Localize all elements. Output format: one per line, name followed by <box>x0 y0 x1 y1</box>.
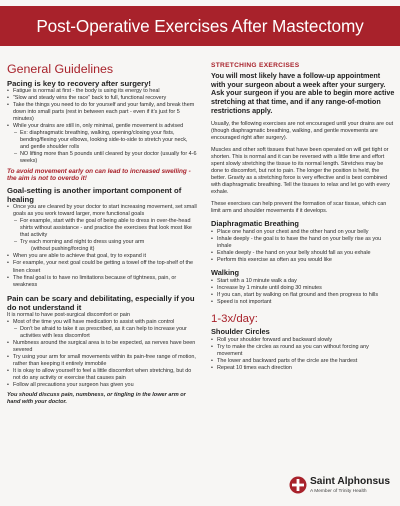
list-item: • The lower and backward parts of the circle are the hardest <box>211 358 395 365</box>
shoulder-circles-list <box>211 337 395 372</box>
title-banner <box>0 6 400 46</box>
follow-up-intro: You will most likely have a follow-up appointment with your surgeon about a week after your surgery. Ask your surgeon if you are able to begin more active stretching at that time, and if any range-of-motion restrictions apply. <box>211 71 395 115</box>
list-sub-item: – NO lifting more than 5 pounds until cleared by your doctor (usually for 4-6 weeks) <box>7 151 197 165</box>
list-item: • Increase by 1 minute until doing 30 minutes <box>211 285 395 292</box>
pain-intro: It is normal to have post-surgical discomfort or pain <box>7 311 130 318</box>
logo-name: Saint Alphonsus <box>310 476 390 487</box>
frequency-label: 1-3x/day: <box>211 312 258 325</box>
list-sub-item: – For example, start with the goal of being able to dress in over-the-head shirts without assistance - and practice the exercises that look most like that activity <box>7 218 197 239</box>
general-guidelines-heading: General Guidelines <box>7 62 114 76</box>
list-item: • While your drains are still in, only minimal, gentle movement is advised <box>7 123 197 130</box>
list-item: • It is okay to allow yourself to feel a little discomfort when stretching, but do not do any activity or exercise that causes pain <box>7 368 197 382</box>
goal-list <box>7 204 197 289</box>
scar-tissue-paragraph: These exercises can help prevent the formation of scar tissue, which can limit arm and shoulder movements if it develops. <box>211 200 387 215</box>
pacing-heading: Pacing is key to recovery after surgery! <box>7 79 151 88</box>
list-item: • Take the things you need to do for yourself and your family, and break them down into small parts (rest in between each part - even if it’s just for 5 minutes) <box>7 102 197 123</box>
saint-alphonsus-logo <box>289 474 395 498</box>
swelling-emphasis: To avoid movement early on can lead to increased swelling - the aim is not to overdo it! <box>7 167 191 183</box>
list-sub-item: – Ex: diaphragmatic breathing, walking, opening/closing your fists, bending/flexing your elbows, looking side-to-side to stretch your neck, and gentle shoulder rolls <box>7 130 197 151</box>
left-column <box>7 62 197 406</box>
list-sub-item: – Don’t be afraid to take it as prescribed, as it can help to increase your activities with less discomfort <box>7 326 197 340</box>
closing-note: You should discuss pain, numbness, or tingling in the lower arm or hand with your doctor. <box>7 392 186 406</box>
walking-list <box>211 278 395 306</box>
list-item: • Try using your arm for small movements within its pain-free range of motion, rather than keeping it entirely immobile <box>7 354 197 368</box>
pain-heading: Pain can be scary and debilitating, especially if you do not understand it <box>7 293 195 312</box>
list-item: • The final goal is to have no limitations because of tightness, pain, or weakness <box>7 275 197 289</box>
list-item: • “Slow and steady wins the race” back to full, functional recovery <box>7 95 197 102</box>
walking-heading: Walking <box>211 268 240 278</box>
diaphragm-list <box>211 229 395 264</box>
list-item: • When you are able to achieve that goal, try to expand it <box>7 253 197 260</box>
pain-list <box>7 319 197 389</box>
logo-tagline: A Member of Trinity Health <box>310 489 367 494</box>
list-sub-item: – Try each morning and night to dress using your arm <box>7 239 197 246</box>
list-item: • Perform this exercise as often as you would like <box>211 257 395 264</box>
pacing-list <box>7 88 197 166</box>
stretching-exercises-heading: STRETCHING EXERCISES <box>211 62 300 69</box>
right-column <box>211 62 395 372</box>
goal-setting-heading: Goal-setting is another important component of healing <box>7 186 182 205</box>
list-item: • Roll your shoulder forward and backward slowly <box>211 337 395 344</box>
list-item: • Try to make the circles as round as you can without forcing any movement <box>211 344 395 358</box>
drains-paragraph: Usually, the following exercises are not encouraged until your drains are out (though diaphragmatic breathing, walking, and gentle movements are encouraged right after surgery). <box>211 120 394 141</box>
page-title: Post-Operative Exercises After Mastectomy <box>36 16 364 36</box>
list-item: • Start with a 10 minute walk a day <box>211 278 395 285</box>
list-item: • For example, your next goal could be getting a towel off the top-shelf of the linen closet <box>7 260 197 274</box>
cross-logo-icon <box>289 476 307 494</box>
diaphragmatic-breathing-heading: Diaphragmatic Breathing <box>211 219 299 229</box>
list-item: • Fatigue is normal at first - the body is using its energy to heal <box>7 88 197 95</box>
list-item: • Most of the time you will have medication to assist with pain control <box>7 319 197 326</box>
shoulder-circles-heading: Shoulder Circles <box>211 326 270 336</box>
list-sub-item-continued: (without pushing/forcing it) <box>31 246 95 253</box>
list-item: • Exhale deeply - the hand on your belly should fall as you exhale <box>211 250 395 257</box>
stretching-paragraph: Muscles and other soft tissues that have been operated on will get tight or shorten. This is normal and it can be reversed with a little time and effort spent slowly stretching the tissue to its normal length. Stretches may be done to discomfort, but not to pain. The longer the position is held, the better. Gravity as a stretching force is very effective and is best combined with diaphragmatic breathing. Tell the tissues to relax and let go with every exhale. <box>211 146 390 195</box>
list-item: • Follow all precautions your surgeon has given you <box>7 382 197 389</box>
list-item: • Place one hand on your chest and the other hand on your belly <box>211 229 395 236</box>
list-item: • Repeat 10 times each direction <box>211 365 395 372</box>
list-item: • If you can, start by walking on flat ground and then progress to hills <box>211 292 395 299</box>
list-item: • Once you are cleared by your doctor to start increasing movement, set small goals as you work toward larger, more functional goals <box>7 204 197 218</box>
list-item: • Speed is not important <box>211 299 395 306</box>
list-item: • Inhale deeply - the goal is to have the hand on your belly rise as you inhale <box>211 236 395 250</box>
list-item: • Numbness around the surgical area is to be expected, as nerves have been severed <box>7 340 197 354</box>
